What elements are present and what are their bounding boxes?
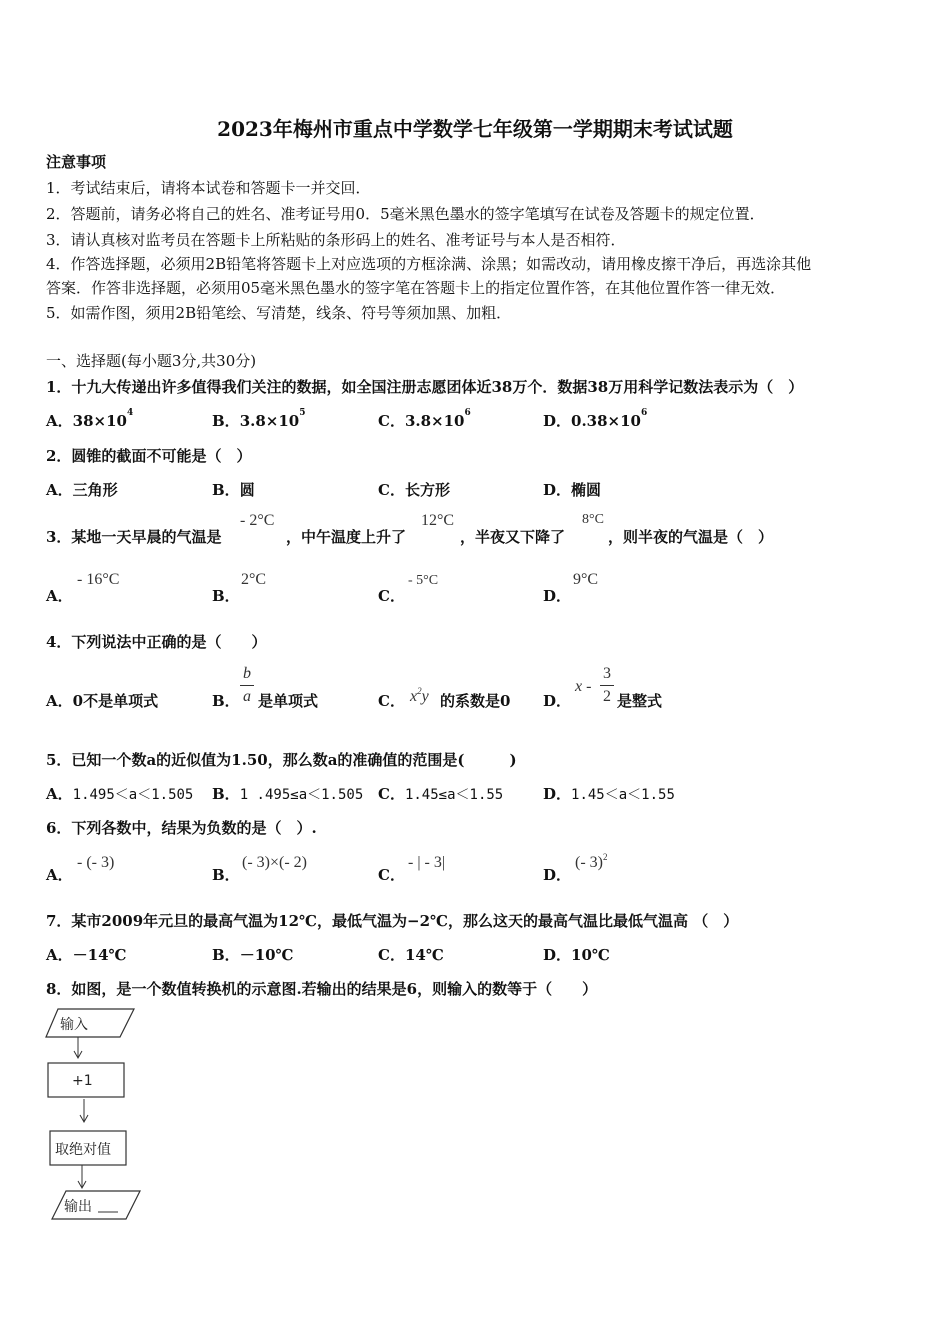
q3-option-a-value: - 16°C — [77, 571, 120, 588]
q5-option-c: C．1.45≤a＜1.55 — [378, 785, 504, 803]
page-title: 2023年梅州市重点中学数学七年级第一学期期末考试试题 — [217, 117, 733, 141]
q3-value-3: 8°C — [582, 512, 604, 527]
q1-option-d: D．$0.38\times 10^6$ — [543, 408, 648, 430]
q4-d-denominator: 2 — [603, 688, 611, 705]
q7-option-d: D．10℃ — [543, 946, 610, 964]
q4-option-a: A．0不是单项式 — [46, 692, 159, 710]
q6-option-c-label: C． — [378, 866, 405, 884]
q6-option-c-value: - | - 3| — [408, 854, 446, 871]
q5-option-d: D．1.45＜a＜1.55 — [543, 785, 675, 803]
q4-option-d-math: x - — [575, 678, 592, 695]
q7-option-c: C．14℃ — [378, 946, 444, 964]
flow-step-2-label: 取绝对值 — [55, 1142, 111, 1158]
q4-b-denominator: a — [243, 688, 251, 705]
question-8-stem: 8．如图，是一个数值转换机的示意图.若输出的结果是6，则输入的数等于（ ） — [46, 980, 598, 998]
q2-option-b: B．圆 — [212, 481, 255, 499]
q3-option-a-label: A． — [46, 587, 73, 605]
section-heading: 一、选择题(每小题3分,共30分) — [46, 352, 257, 370]
note-2: 2．答题前，请务必将自己的姓名、准考证号用0．5毫米黑色墨水的签字笔填写在试卷及答题卡的规定位置． — [46, 205, 765, 223]
flow-output-label: 输出 — [64, 1199, 92, 1215]
flow-step-1-label: +1 — [72, 1073, 93, 1089]
q6-option-b-value: (- 3)×(- 2) — [242, 854, 307, 871]
q4-option-d-text: 是整式 — [617, 692, 663, 710]
question-3-part1: 3．某地一天早晨的气温是 — [46, 528, 222, 546]
q2-option-a: A．三角形 — [46, 481, 118, 499]
q4-b-numerator: b — [243, 665, 251, 682]
q1-option-a: A．$38\times 10^4$ — [46, 408, 134, 430]
q7-option-b: B．－10℃ — [212, 946, 294, 964]
fraction-bar — [240, 685, 254, 686]
question-4-stem: 4．下列说法中正确的是（ ） — [46, 633, 267, 651]
q4-option-c-math: $x^2y$ — [410, 686, 429, 705]
fraction-bar — [600, 685, 614, 686]
q4-option-c-label: C． — [378, 692, 405, 710]
q6-option-d-value: (- 3)$^2$ — [575, 852, 608, 871]
question-5-stem: 5．已知一个数a的近似值为1.50，那么数a的准确值的范围是( ) — [46, 751, 517, 769]
note-4-cont: 答案．作答非选择题，必须用05毫米黑色墨水的签字笔在答题卡上的指定位置作答，在其他位置作答一律无效． — [46, 279, 786, 297]
q4-option-d-label: D． — [543, 692, 572, 710]
q2-option-d: D．椭圆 — [543, 481, 602, 499]
q4-option-b-label: B． — [212, 692, 240, 710]
question-1-stem: 1．十九大传递出许多值得我们关注的数据，如全国注册志愿团体近38万个．数据38万用科学记数法表示为（ ） — [46, 378, 804, 396]
note-5: 5．如需作图，须用2B铅笔绘、写清楚，线条、符号等须加黑、加粗． — [46, 304, 512, 322]
q4-d-numerator: 3 — [603, 665, 611, 682]
q3-option-d-label: D． — [543, 587, 572, 605]
q3-option-b-label: B． — [212, 587, 240, 605]
q4-option-d-fraction — [600, 665, 614, 706]
q3-option-c-label: C． — [378, 587, 405, 605]
note-4: 4．作答选择题，必须用2B铅笔将答题卡上对应选项的方框涂满、涂黑；如需改动，请用橡皮擦干净后，再选涂其他 — [46, 255, 812, 273]
q3-value-2: 12°C — [421, 512, 455, 529]
q3-option-d-value: 9°C — [573, 571, 599, 588]
q1-option-c: C．$3.8\times 10^6$ — [378, 408, 471, 430]
q6-option-d-label: D． — [543, 866, 572, 884]
question-2-stem: 2．圆锥的截面不可能是（ ） — [46, 447, 252, 465]
note-3: 3．请认真核对监考员在答题卡上所粘贴的条形码上的姓名、准考证号与本人是否相符． — [46, 231, 626, 249]
q4-option-c-text: 的系数是0 — [440, 692, 511, 710]
note-1: 1．考试结束后，请将本试卷和答题卡一并交回． — [46, 179, 371, 197]
flowchart — [40, 1005, 160, 1227]
q2-option-c: C．长方形 — [378, 481, 450, 499]
q6-option-b-label: B． — [212, 866, 240, 884]
question-3-part4: ，则半夜的气温是（ ） — [608, 528, 774, 546]
question-3-part2: ，中午温度上升了 — [286, 528, 407, 546]
q4-option-b-text: 是单项式 — [258, 692, 319, 710]
q3-value-1: - 2°C — [240, 512, 275, 529]
q6-option-a-value: - (- 3) — [77, 854, 115, 871]
q5-option-a: A．1.495＜a＜1.505 — [46, 785, 194, 803]
q6-option-a-label: A． — [46, 866, 73, 884]
flow-input-label: 输入 — [60, 1017, 88, 1033]
q4-option-b-fraction — [240, 665, 254, 706]
q3-option-b-value: 2°C — [241, 571, 267, 588]
q7-option-a: A．－14℃ — [46, 946, 127, 964]
notes-heading: 注意事项 — [46, 153, 107, 171]
question-7-stem: 7．某市2009年元旦的最高气温为12℃，最低气温为−2℃，那么这天的最高气温比最低气温高 （ ） — [46, 912, 739, 930]
q1-option-b: B．$3.8\times 10^5$ — [212, 408, 306, 430]
question-6-stem: 6．下列各数中，结果为负数的是（ ）. — [46, 819, 317, 837]
q3-option-c-value: - 5°C — [408, 573, 439, 588]
q5-option-b: B．1 .495≤a＜1.505 — [212, 785, 364, 803]
question-3-part3: ，半夜又下降了 — [460, 528, 566, 546]
